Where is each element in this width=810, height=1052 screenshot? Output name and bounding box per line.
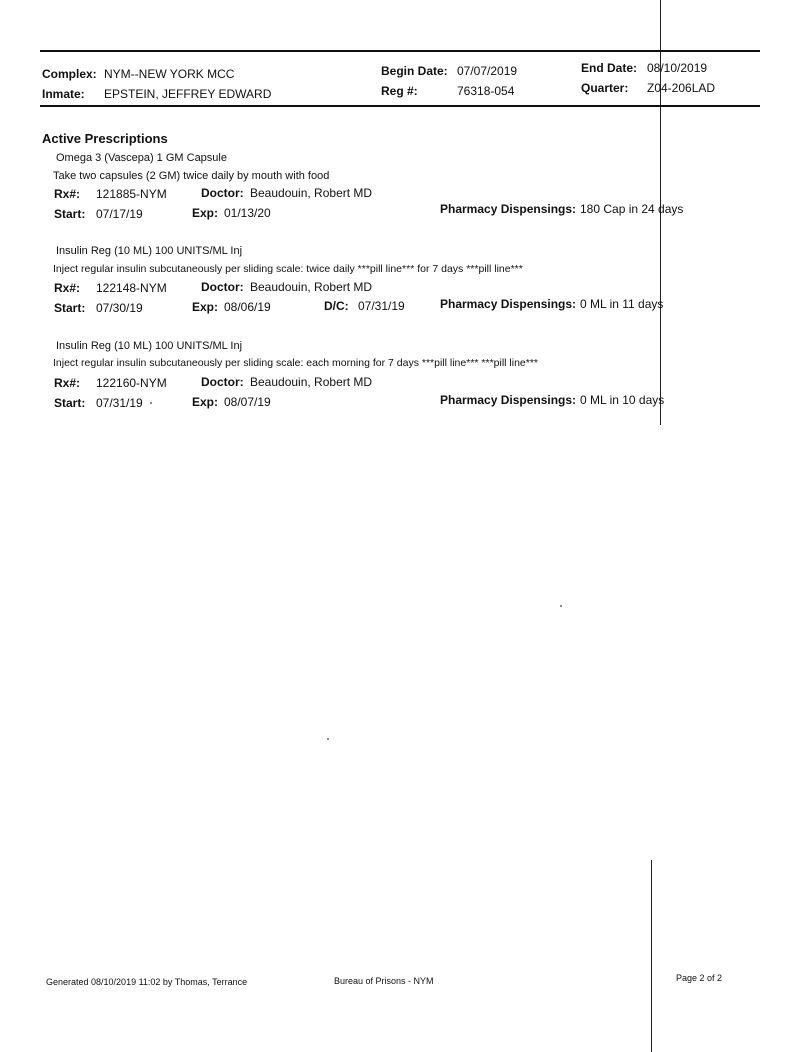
instructions: Inject regular insulin subcutaneously per sliding scale: twice daily ***pill line*** for 7 days ***pill line*** (53, 263, 523, 275)
reg-label: Reg #: (381, 84, 418, 98)
start-label: Start: (54, 301, 86, 315)
quarter-value: Z04-206LAD (647, 81, 716, 95)
start-date: 07/17/19 (96, 207, 143, 221)
exp-date: 01/13/20 (224, 206, 271, 220)
scan-speck (560, 605, 562, 607)
exp-label: Exp: (192, 206, 219, 220)
rx-label: Rx#: (54, 376, 81, 390)
doctor-label: Doctor: (201, 375, 244, 389)
start-date: 07/31/19 (96, 396, 143, 410)
generated-by: Generated 08/10/2019 11:02 by Thomas, Terrance (46, 977, 248, 987)
complex-label: Complex: (42, 67, 97, 81)
begin-date-value: 07/07/2019 (457, 64, 518, 78)
inmate-label: Inmate: (42, 87, 85, 101)
section-title: Active Prescriptions (42, 131, 168, 146)
end-date-label: End Date: (581, 61, 638, 75)
rx-number: 122160-NYM (96, 376, 167, 390)
scan-speck (150, 402, 152, 404)
instructions: Inject regular insulin subcutaneously per sliding scale: each morning for 7 days ***pill line*** ***pill line*** (53, 357, 539, 369)
dc-date: 07/31/19 (358, 299, 405, 313)
start-date: 07/30/19 (96, 301, 143, 315)
exp-label: Exp: (192, 395, 219, 409)
start-label: Start: (54, 207, 86, 221)
drug-name: Insulin Reg (10 ML) 100 UNITS/ML Inj (56, 340, 243, 352)
doctor-label: Doctor: (201, 186, 244, 200)
doctor-name: Beaudouin, Robert MD (250, 186, 373, 200)
complex-value: NYM--NEW YORK MCC (104, 67, 235, 81)
exp-date: 08/06/19 (224, 300, 271, 314)
start-label: Start: (54, 396, 86, 410)
instructions: Take two capsules (2 GM) twice daily by mouth with food (53, 170, 330, 182)
rx-label: Rx#: (54, 281, 81, 295)
dc-label: D/C: (324, 299, 349, 313)
doctor-name: Beaudouin, Robert MD (250, 280, 373, 294)
header-bottom-rule (40, 105, 760, 107)
dispensing-value: 0 ML in 10 days (580, 393, 665, 407)
dispensing-value: 180 Cap in 24 days (580, 202, 684, 216)
scan-fold-line-lower (651, 860, 652, 1052)
rx-number: 121885-NYM (96, 187, 167, 201)
dispensing-label: Pharmacy Dispensings: (440, 202, 577, 216)
drug-name: Insulin Reg (10 ML) 100 UNITS/ML Inj (56, 245, 243, 257)
dispensing-value: 0 ML in 11 days (580, 297, 664, 311)
end-date-value: 08/10/2019 (647, 61, 708, 75)
dispensing-label: Pharmacy Dispensings: (440, 297, 577, 311)
exp-label: Exp: (192, 300, 219, 314)
begin-date-label: Begin Date: (381, 64, 448, 78)
rx-number: 122148-NYM (96, 281, 167, 295)
quarter-label: Quarter: (581, 81, 629, 95)
rx-label: Rx#: (54, 187, 81, 201)
doctor-name: Beaudouin, Robert MD (250, 375, 373, 389)
scan-speck (327, 738, 329, 740)
header-top-rule (40, 50, 760, 52)
drug-name: Omega 3 (Vascepa) 1 GM Capsule (56, 152, 227, 164)
page-number: Page 2 of 2 (676, 973, 723, 983)
inmate-value: EPSTEIN, JEFFREY EDWARD (104, 87, 272, 101)
doctor-label: Doctor: (201, 280, 244, 294)
reg-value: 76318-054 (457, 84, 515, 98)
bureau-name: Bureau of Prisons - NYM (334, 976, 434, 986)
exp-date: 08/07/19 (224, 395, 271, 409)
dispensing-label: Pharmacy Dispensings: (440, 393, 577, 407)
